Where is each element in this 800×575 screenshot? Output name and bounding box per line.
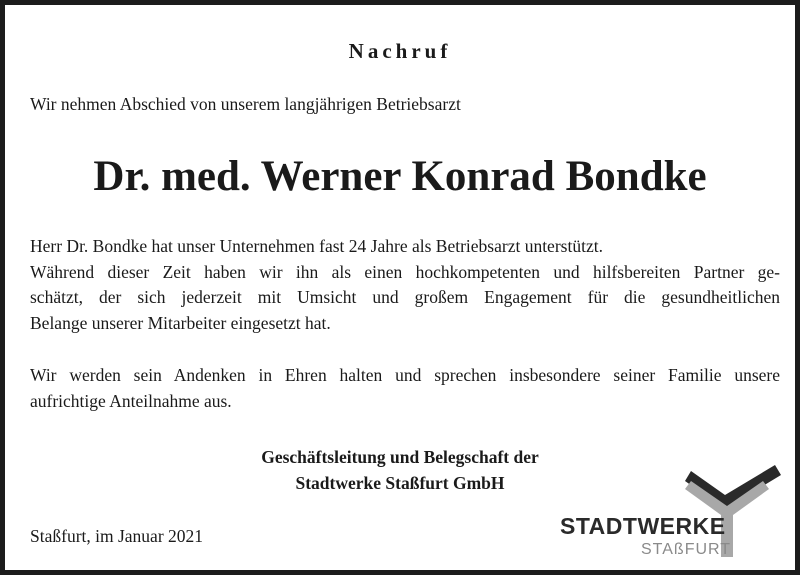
tribute-line: schätzt, der sich jederzeit mit Umsicht und großem Engagement für die gesundheitlichen [30,287,780,307]
signature-line-1: Geschäftsleitung und Belegschaft der [261,447,539,467]
intro-text: Wir nehmen Abschied von unserem langjährigen Betriebsarzt [30,94,461,114]
condolence-paragraph [30,363,780,414]
logo-name: STADTWERKE [560,513,726,539]
signature-line-2: Stadtwerke Staßfurt GmbH [295,473,505,493]
tribute-paragraph [30,234,780,336]
place-date: Staßfurt, im Januar 2021 [30,526,204,546]
tribute-line: Belange unserer Mitarbeiter eingesetzt hat. [30,312,331,333]
logo-subname: STAßFURT [641,541,732,558]
condolence-line: aufrichtige Anteilnahme aus. [30,390,232,411]
deceased-name: Dr. med. Werner Konrad Bondke [93,153,707,200]
condolence-line: Wir werden sein Andenken in Ehren halten und sprechen insbesondere seiner Familie unsere [30,365,780,385]
notice-title: Nachruf [348,39,452,63]
tribute-line: Während dieser Zeit haben wir ihn als einen hochkompetenten und hilfsbereiten Partner ge- [30,261,780,282]
tribute-line: Herr Dr. Bondke hat unser Unternehmen fast 24 Jahre als Betriebsarzt unterstützt. [30,236,603,256]
